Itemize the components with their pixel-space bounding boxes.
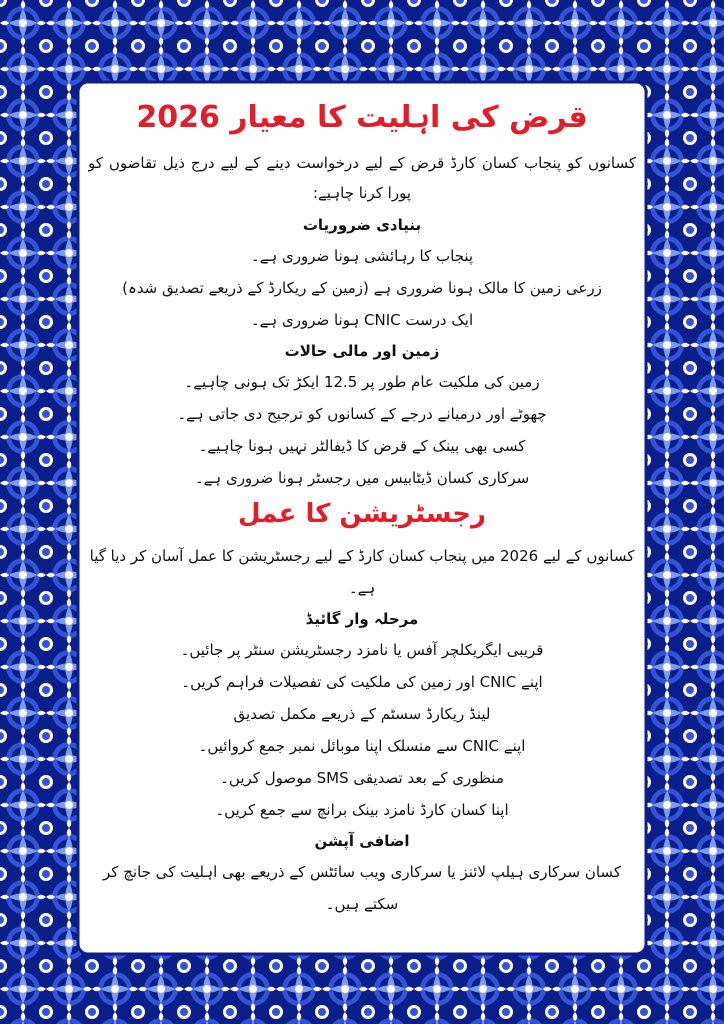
extra-option-heading: اضافی آپشن xyxy=(314,832,410,850)
list-item: قریبی ایگریکلچر آفس یا نامزد رجسٹریشن سنٹر پر جائیں۔ xyxy=(180,641,544,659)
list-item: منظوری کے بعد تصدیقی SMS موصول کریں۔ xyxy=(220,769,504,787)
list-item: زرعی زمین کا مالک ہونا ضروری ہے (زمین کے ریکارڈ کے ذریعے تصدیق شدہ) xyxy=(122,279,602,297)
list-item: اپنے CNIC سے منسلک اپنا موبائل نمبر جمع کروائیں۔ xyxy=(198,737,526,755)
registration-intro: کسانوں کے لیے 2026 میں پنجاب کسان کارڈ کے لیے رجسٹریشن کا عمل آسان کر دیا گیا ہے۔ xyxy=(89,547,635,597)
list-item: سرکاری کسان ڈیٹابیس میں رجسٹر ہونا ضروری ہے۔ xyxy=(194,469,530,487)
page-title: قرض کی اہلیت کا معیار 2026 xyxy=(136,100,588,135)
list-item: اپنے CNIC اور زمین کی ملکیت کی تفصیلات فراہم کریں۔ xyxy=(181,673,543,691)
intro-paragraph: کسانوں کو پنجاب کسان کارڈ قرض کے لیے درخواست دینے کے لیے درج ذیل تقاضوں کو پورا کرنا چاہیے: xyxy=(88,154,636,202)
list-item: کسی بھی بینک کے قرض کا ڈیفالٹر نہیں ہونا چاہیے۔ xyxy=(198,437,526,455)
list-item: لینڈ ریکارڈ سسٹم کے ذریعے مکمل تصدیق xyxy=(233,705,491,723)
list-item: پنجاب کا رہائشی ہونا ضروری ہے۔ xyxy=(250,247,474,265)
document-body xyxy=(88,92,636,944)
list-item: چھوٹے اور درمیانے درجے کے کسانوں کو ترجیح دی جاتی ہے۔ xyxy=(177,405,547,423)
list-item: زمین کی ملکیت عام طور پر 12.5 ایکڑ تک ہونی چاہیے۔ xyxy=(184,373,540,391)
list-item: اپنا کسان کارڈ نامزد بینک برانچ سے جمع کریں۔ xyxy=(215,801,509,819)
registration-title: رجسٹریشن کا عمل xyxy=(238,499,486,529)
basic-requirements-heading: بنیادی ضروریات xyxy=(302,216,422,234)
land-finance-heading: زمین اور مالی حالات xyxy=(284,342,440,360)
list-item: ایک درست CNIC ہونا ضروری ہے۔ xyxy=(250,311,474,329)
extra-option-text: کسان سرکاری ہیلپ لائنز یا سرکاری ویب سائٹس کے ذریعے بھی اہلیت کی جانچ کر سکتے ہیں۔ xyxy=(103,863,621,913)
guide-heading: مرحلہ وار گائیڈ xyxy=(305,610,419,628)
